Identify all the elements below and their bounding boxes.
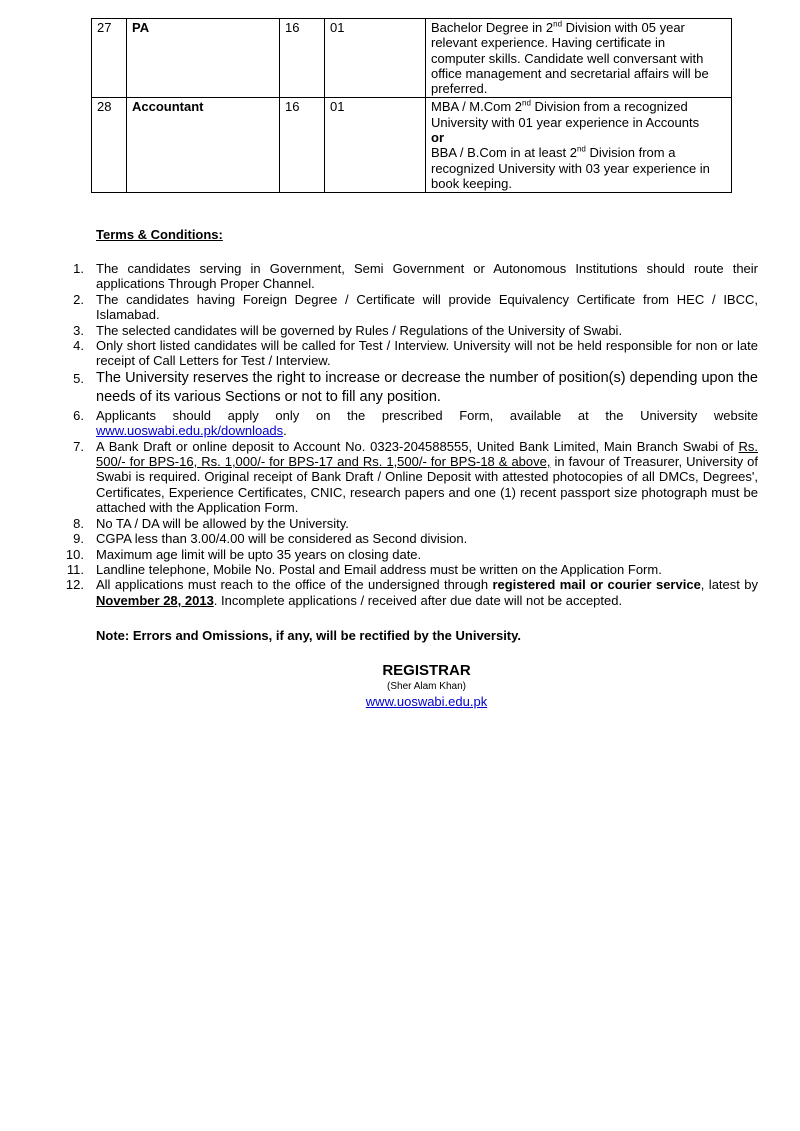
- cell-post-name: Accountant: [127, 98, 280, 193]
- requirement-line: book keeping.: [431, 175, 512, 191]
- term-text: The University reserves the right to increase or decrease the number of position(s) depending upon the needs of its various Sections or not to fill any position.: [96, 369, 758, 406]
- cell-positions: 01: [325, 98, 426, 193]
- website-footer: [0, 694, 800, 709]
- term-item-7: 7. A Bank Draft or online deposit to Account No. 0323-204588555, United Bank Limited, Main Branch Swabi of Rs. 500/- for BPS-16, Rs. 1,000/- for BPS-17 and Rs. 1,500/- for BPS-18 & above, in favour of Treasurer, University of Swabi is required. Original receipt of Bank Draft / Online Deposit with attested photocopies of all DMCs, Degrees', Certificates, Experience Certificates, CNIC, research papers and one (1) recent passport size photograph must be attached with the Application Form.: [73, 438, 758, 516]
- term-text: Only short listed candidates will be called for Test / Interview. University will not be held responsible for non or late receipt of Call Letters for Test / Interview.: [96, 338, 758, 369]
- deadline-date: November 28, 2013: [96, 592, 214, 608]
- term-text: Applicants should apply only on the prescribed Form, available at the University website: [96, 407, 758, 423]
- requirement-line: recognized University with 03 year experience in: [431, 160, 710, 176]
- signatory-name: (Sher Alam Khan): [387, 681, 466, 692]
- terms-list: [62, 261, 758, 608]
- term-text: Maximum age limit will be upto 35 years on closing date.: [96, 546, 422, 562]
- term-text: No TA / DA will be allowed by the University.: [96, 515, 349, 531]
- term-text: The candidates serving in Government, Semi Government or Autonomous Institutions should route their applications Through Proper Channel.: [96, 261, 758, 292]
- posts-table-body: [92, 19, 732, 193]
- signatory-title: REGISTRAR: [382, 662, 471, 679]
- term-item-11: 11. Landline telephone, Mobile No. Postal and Email address must be written on the Application Form.: [66, 561, 662, 577]
- cell-bps: 16: [280, 19, 325, 98]
- website-link[interactable]: www.uoswabi.edu.pk: [365, 694, 488, 709]
- posts-table: [91, 18, 732, 193]
- terms-heading: Terms & Conditions:: [96, 227, 223, 242]
- table-row: [92, 98, 732, 193]
- requirement-line: preferred.: [431, 81, 488, 97]
- term-text: The selected candidates will be governed by Rules / Regulations of the University of Swabi.: [96, 322, 623, 338]
- term-item-10: 10. Maximum age limit will be upto 35 years on closing date.: [65, 546, 422, 562]
- term-item-1: 1. The candidates serving in Government, Semi Government or Autonomous Institutions should route their applications Through Proper Channel.: [73, 261, 758, 292]
- downloads-link[interactable]: www.uoswabi.edu.pk/downloads: [96, 423, 284, 439]
- term-item-2: 2. The candidates having Foreign Degree / Certificate will provide Equivalency Certificate from HEC / IBCC, Islamabad.: [73, 291, 758, 323]
- cell-bps: 16: [280, 98, 325, 193]
- requirement-line: computer skills. Candidate well conversant with: [431, 50, 704, 66]
- requirement-line: office management and secretarial affairs will be: [431, 65, 709, 81]
- term-text: CGPA less than 3.00/4.00 will be considered as Second division.: [96, 531, 468, 547]
- requirement-line: BBA / B.Com in at least 2nd Division from a: [431, 145, 676, 161]
- table-row: [92, 19, 732, 98]
- cell-serial-no: 28: [92, 98, 127, 193]
- term-text: The candidates having Foreign Degree / Certificate will provide Equivalency Certificate from HEC / IBCC, Islamabad.: [96, 291, 758, 323]
- term-item-12: 12. All applications must reach to the office of the undersigned through registered mail or courier service, latest by November 28, 2013. Incomplete applications / received after due date will not be accepted.: [65, 577, 758, 608]
- requirement-line: University with 01 year experience in Accounts: [431, 114, 700, 130]
- term-item-5: 5. The University reserves the right to increase or decrease the number of position(s) depending upon the needs of its various Sections or not to fill any position.: [73, 369, 758, 406]
- cell-requirements: [426, 19, 732, 98]
- errata-note: Note: Errors and Omissions, if any, will be rectified by the University.: [96, 628, 522, 643]
- term-item-9: 9. CGPA less than 3.00/4.00 will be considered as Second division.: [73, 531, 468, 547]
- fee-schedule: Rs. 500/- for BPS-16, Rs. 1,000/- for BPS-17 and Rs. 1,500/- for BPS-18 & above,: [96, 438, 758, 470]
- term-item-8: 8. No TA / DA will be allowed by the University.: [73, 515, 349, 531]
- term-item-3: 3. The selected candidates will be governed by Rules / Regulations of the University of Swabi.: [73, 322, 623, 338]
- term-item-6: 6. Applicants should apply only on the prescribed Form, available at the University website www.uoswabi.edu.pk/downloads.: [73, 407, 758, 439]
- term-text: Landline telephone, Mobile No. Postal and Email address must be written on the Application Form.: [96, 561, 662, 577]
- cell-positions: 01: [325, 19, 426, 98]
- cell-requirements: [426, 98, 732, 193]
- cell-post-name: PA: [127, 19, 280, 98]
- requirement-line: or: [431, 130, 444, 146]
- requirement-line: relevant experience. Having certificate in: [431, 35, 666, 51]
- requirement-line: MBA / M.Com 2nd Division from a recognized: [431, 99, 688, 115]
- cell-serial-no: 27: [92, 19, 127, 98]
- requirement-line: Bachelor Degree in 2nd Division with 05 year: [431, 19, 685, 35]
- term-item-4: 4. Only short listed candidates will be called for Test / Interview. University will not be held responsible for non or late receipt of Call Letters for Test / Interview.: [73, 338, 758, 369]
